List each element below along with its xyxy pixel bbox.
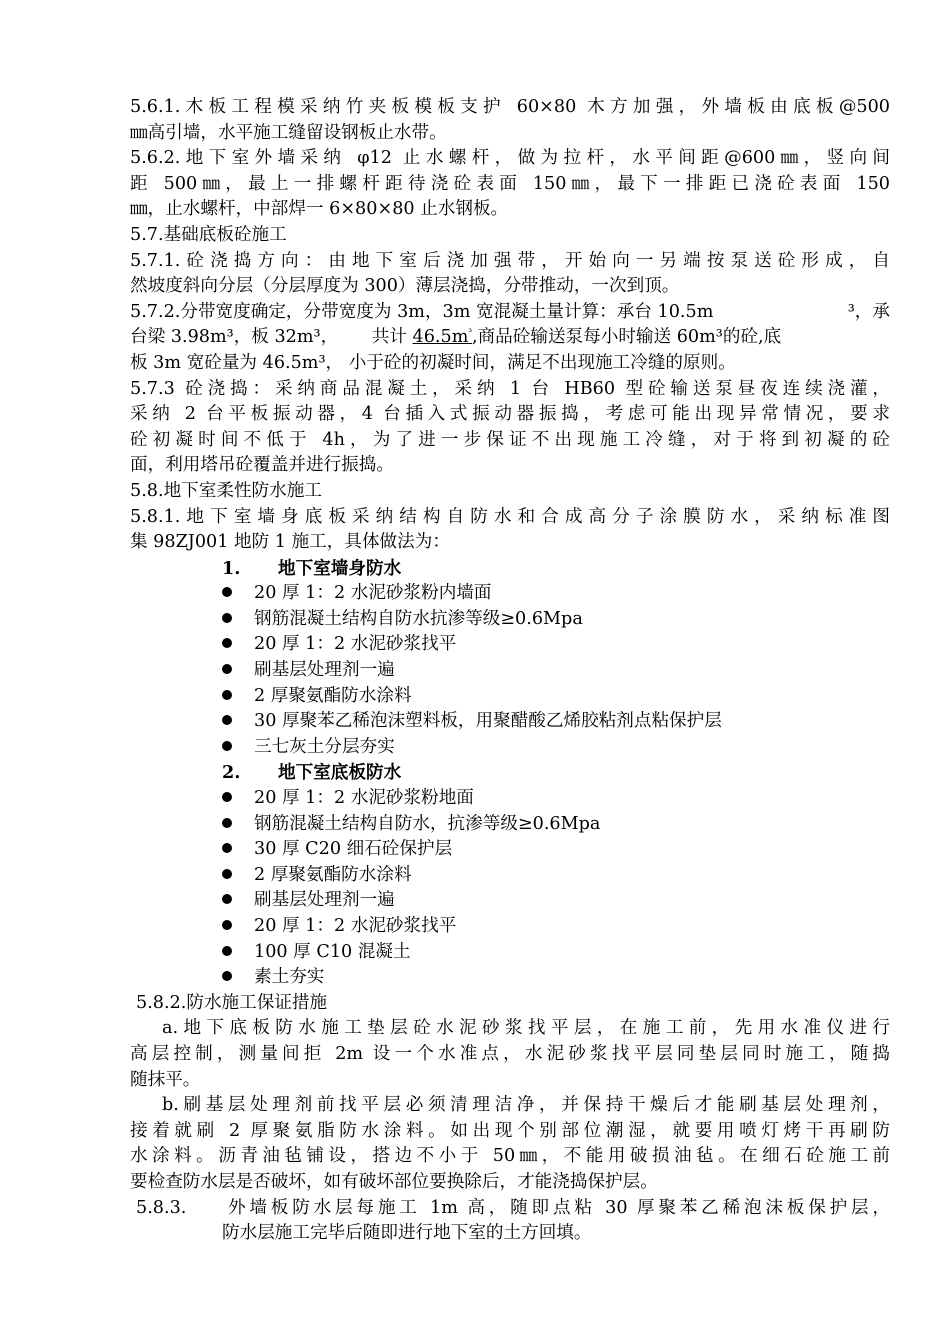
superscript: ³	[468, 328, 472, 339]
text-line: a.地下底板防水施工垫层砼水泥砂浆找平层，在施工前，先用水准仪进行	[162, 1018, 890, 1039]
bullet-icon	[222, 946, 232, 956]
list-item	[130, 888, 890, 914]
text-line: 采纳 2 台平板振动器，4 台插入式振动器振捣，考虑可能出现异常情况，要求	[130, 404, 890, 425]
list-item-text: 刷基层处理剂一遍	[254, 890, 395, 911]
text-fragment: ³， 小于砼的初凝时间，满足不出现施工冷缝的原则。	[318, 352, 736, 373]
list-item	[130, 940, 890, 966]
clause-number: 5.8.3.	[136, 1197, 187, 1218]
text-line: ㎜高引墙，水平施工缝留设钢板止水带。	[130, 122, 447, 143]
section-title: 5.7.基础底板砼施工	[130, 224, 287, 245]
bullet-icon	[222, 715, 232, 725]
text-fragment: ,商品砼输送泵每小时输送 60m	[472, 327, 716, 348]
list-item	[130, 607, 890, 633]
text-line: 防水层施工完毕后随即进行地下室的土方回填。	[222, 1223, 592, 1244]
text-line: 5.6.2.地下室外墙采纳 φ12 止水螺杆，做为拉杆，水平间距@600㎜，竖向间	[130, 148, 890, 169]
list-item	[130, 735, 890, 761]
list-heading	[130, 556, 890, 582]
list-item	[130, 863, 890, 889]
text-line: 集 98ZJ001 地防 1 施工，具体做法为：	[130, 532, 450, 553]
list-item	[130, 837, 890, 863]
bullet-icon	[222, 818, 232, 828]
bullet-icon	[222, 690, 232, 700]
list-item-text: 钢筋混凝土结构自防水抗渗等级≥0.6Mpa	[254, 608, 583, 629]
section-title: 5.8.2.防水施工保证措施	[136, 992, 328, 1013]
list-item	[130, 914, 890, 940]
text-line: 距 500㎜，最上一排螺杆距待浇砼表面 150㎜，最下一排距已浇砼表面 150	[130, 173, 890, 194]
text-fragment: 板 3m 宽砼量为 46.5m	[130, 352, 319, 373]
bullet-icon	[222, 613, 232, 623]
list-item-text: 刷基层处理剂一遍	[254, 660, 395, 681]
text-line: b.刷基层处理剂前找平层必须清理洁净，并保持干燥后才能刷基层处理剂，	[162, 1095, 890, 1116]
text-line: 然坡度斜向分层（分层厚度为 300）薄层浇捣，分带推动，一次到顶。	[130, 276, 680, 297]
list-item-text: 2 厚聚氨酯防水涂料	[254, 685, 412, 706]
list-item	[130, 658, 890, 684]
list-item-text: 20 厚 1：2 水泥砂浆粉地面	[254, 788, 474, 809]
list-item-text: 2 厚聚氨酯防水涂料	[254, 864, 412, 885]
bullet-icon	[222, 664, 232, 674]
text-line	[130, 300, 890, 326]
list-item-text: 20 厚 1：2 水泥砂浆找平	[254, 634, 457, 655]
list-number: 2.	[222, 762, 241, 784]
list-item	[130, 632, 890, 658]
list-item-text: 100 厚 C10 混凝土	[254, 941, 411, 962]
text-line: 5.6.1.木板工程模采纳竹夹板模板支护 60×80 木方加强，外墙板由底板@500	[130, 97, 890, 117]
text-fragment: 46.5m	[412, 327, 469, 348]
bullet-icon	[222, 843, 232, 853]
text-line: 要检查防水层是否破坏，如有破坏部位要换除后，才能浇捣保护层。	[130, 1171, 658, 1192]
list-item-text: 三七灰土分层夯实	[254, 736, 395, 757]
text-fragment: 外墙板防水层每施工 1m 高，随即点粘 30 厚聚苯乙稀泡沫板保护层，	[228, 1197, 890, 1218]
list-title: 地下室墙身防水	[278, 557, 402, 579]
list-item-text: 钢筋混凝土结构自防水，抗渗等级≥0.6Mpa	[254, 813, 601, 834]
text-line: 面，利用塔吊砼覆盖并进行振捣。	[130, 455, 394, 476]
bullet-icon	[222, 587, 232, 597]
bullet-icon	[222, 869, 232, 879]
text-line: 水涂料。沥青油毡铺设，搭边不小于 50㎜，不能用破损油毡。在细石砼施工前	[130, 1146, 890, 1167]
bullet-icon	[222, 971, 232, 981]
text-line: 随抹平。	[130, 1069, 201, 1090]
bullet-icon	[222, 894, 232, 904]
list-item-text: 素土夯实	[254, 967, 325, 988]
text-line: 5.7.1.砼浇捣方向：由地下室后浇加强带，开始向一另端按泵送砼形成，自	[130, 250, 890, 271]
text-fragment: 5.7.2.分带宽度确定，分带宽度为 3m，3m 宽混凝土量计算：承台 10.5m	[130, 301, 714, 322]
bullet-icon	[222, 638, 232, 648]
text-line: 高层控制，测量间拒 2m 设一个水准点，水泥砂浆找平层同垫层同时施工，随捣	[130, 1043, 890, 1064]
list-item-text: 20 厚 1：2 水泥砂浆找平	[254, 916, 457, 936]
underlined-total	[413, 327, 472, 347]
list-item-text: 30 厚聚苯乙稀泡沫塑料板，用聚醋酸乙烯胶粘剂点粘保护层	[254, 711, 722, 732]
list-heading	[130, 760, 890, 786]
list-item	[130, 965, 890, 991]
text-line: 砼初凝时间不低于 4h，为了进一步保证不出现施工冷缝，对于将到初凝的砼	[130, 429, 890, 450]
list-item	[130, 812, 890, 838]
text-fragment: ³，板 32m	[226, 327, 314, 348]
section-title: 5.8.地下室柔性防水施工	[130, 480, 322, 501]
text-fragment: ³，承	[847, 301, 890, 322]
text-fragment: 台梁 3.98m	[130, 327, 227, 348]
list-item	[130, 581, 890, 607]
text-line	[130, 1196, 890, 1222]
list-item	[130, 684, 890, 710]
text-line: 接着就刷 2 厚聚氨脂防水涂料。如出现个别部位潮湿，就要用喷灯烤干再刷防	[130, 1120, 890, 1141]
text-line: 5.8.1.地下室墙身底板采纳结构自防水和合成高分子涂膜防水，采纳标准图	[130, 506, 890, 527]
list-item-text: 20 厚 1：2 水泥砂浆粉内墙面	[254, 583, 492, 604]
text-line	[130, 325, 890, 351]
text-line: 5.7.3 砼浇捣：采纳商品混凝土，采纳 1 台 HB60 型砼输送泵昼夜连续浇灌，	[130, 378, 890, 399]
text-fragment: ³， 共计	[313, 327, 413, 348]
document-body	[130, 95, 890, 1247]
text-fragment: ³的砼,底	[715, 327, 782, 348]
list-item	[130, 709, 890, 735]
list-item-text: 30 厚 C20 细石砼保护层	[254, 839, 453, 860]
bullet-icon	[222, 741, 232, 751]
bullet-icon	[222, 920, 232, 930]
bullet-icon	[222, 792, 232, 802]
text-line: ㎜，止水螺杆，中部焊一 6×80×80 止水钢板。	[130, 199, 509, 220]
list-item	[130, 786, 890, 812]
list-number: 1.	[222, 557, 241, 579]
list-title: 地下室底板防水	[278, 762, 402, 784]
text-line	[130, 351, 890, 377]
